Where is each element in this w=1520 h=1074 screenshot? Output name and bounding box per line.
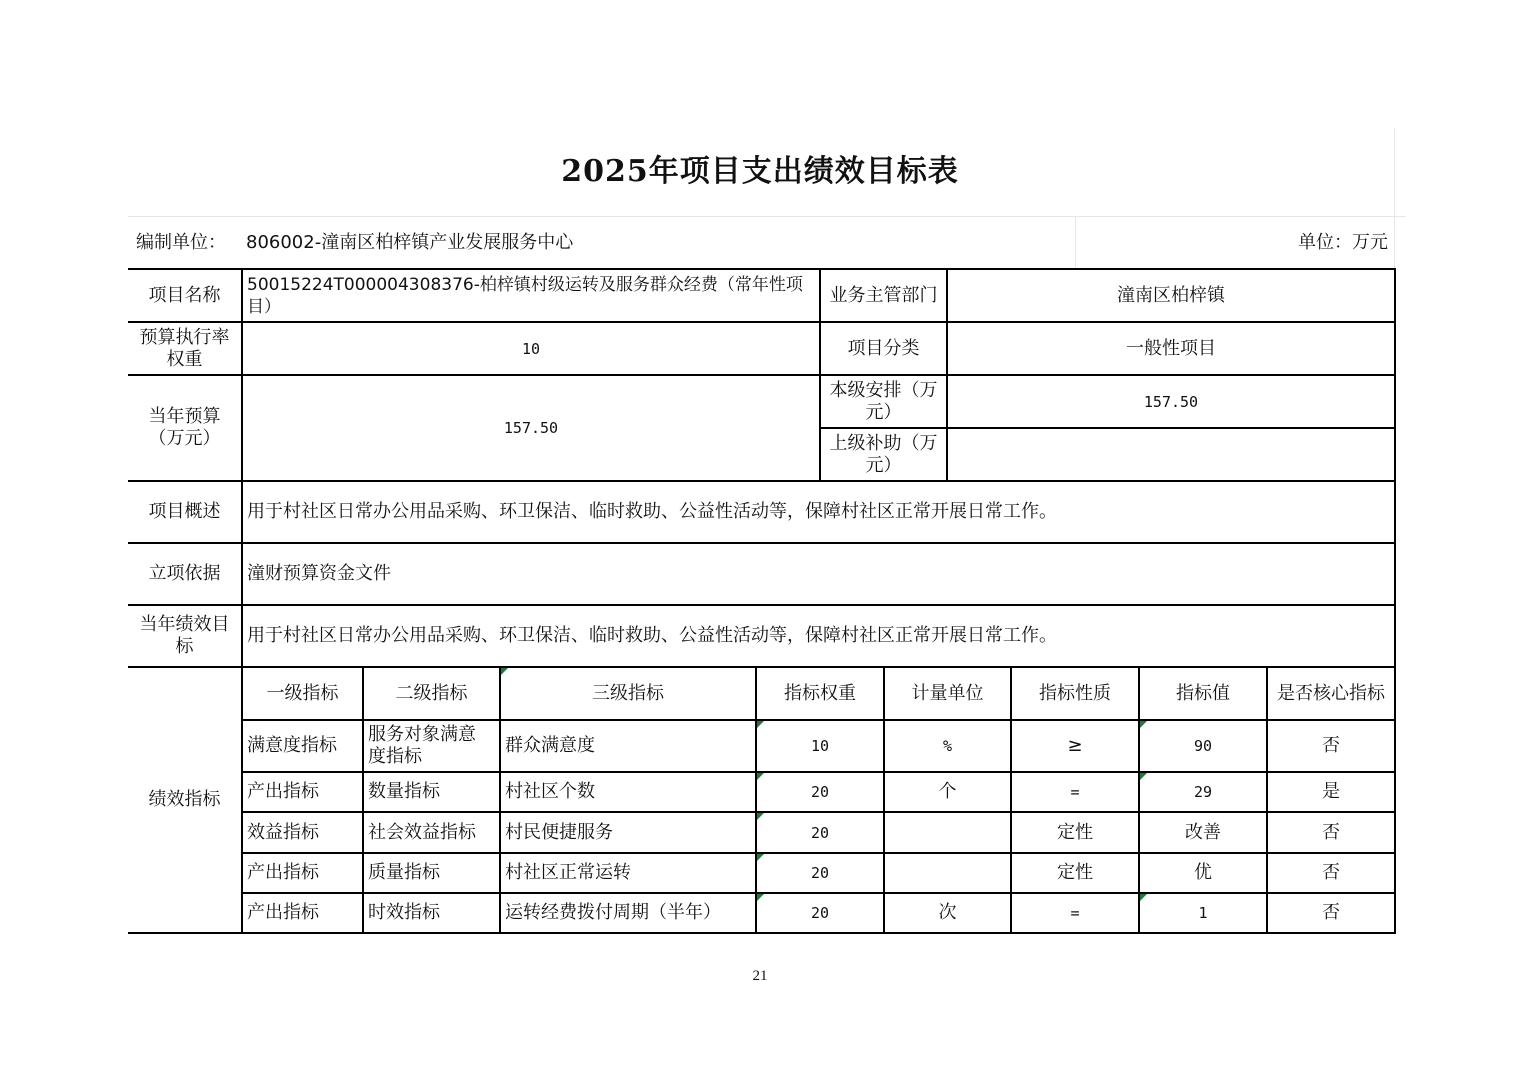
indicator-cell: 质量指标 (368, 862, 440, 883)
col-header: 三级指标 (592, 682, 664, 704)
indicators-label: 绩效指标 (148, 789, 221, 810)
indicator-cell: = (1070, 904, 1080, 922)
indicator-cell: 否 (1322, 735, 1340, 756)
faint-gridline (128, 216, 1406, 217)
indicator-cell: 20 (810, 904, 830, 922)
indicator-cell: 29 (1193, 783, 1213, 801)
indicator-cell: 产出指标 (247, 862, 319, 883)
local-value: 157.50 (1143, 392, 1199, 411)
basis-label: 立项依据 (148, 563, 221, 584)
col-header: 指标权重 (784, 682, 856, 704)
category-label: 项目分类 (847, 337, 920, 359)
indicator-cell: 时效指标 (368, 902, 440, 923)
indicator-cell: 数量指标 (368, 781, 440, 802)
page-number: 21 (752, 968, 768, 984)
indicator-cell: 否 (1322, 902, 1340, 923)
dept-value: 潼南区柏梓镇 (1117, 284, 1225, 306)
indicator-cell: 村民便捷服务 (505, 821, 613, 843)
indicator-cell: = (1070, 783, 1080, 801)
goal-label: 当年绩效目标 (139, 614, 230, 657)
indicator-cell: 村社区正常运转 (505, 862, 631, 883)
faint-gridline (1394, 216, 1395, 268)
cell-marker (501, 668, 508, 675)
overview-label: 项目概述 (148, 501, 221, 522)
indicator-cell: 20 (810, 864, 830, 882)
indicator-cell: 群众满意度 (505, 735, 595, 756)
page-title: 2025年项目支出绩效目标表 (561, 154, 959, 189)
cell-marker (757, 894, 764, 901)
exec-weight-label: 预算执行率权重 (139, 326, 230, 370)
col-header: 一级指标 (266, 682, 339, 704)
indicator-cell: 优 (1194, 862, 1212, 883)
col-header: 是否核心指标 (1277, 682, 1385, 704)
project-name-value: 50015224T000004308376-柏梓镇村级运转及服务群众经费（常年性项目） (247, 274, 803, 317)
currency-unit: 单位：万元 (1298, 232, 1388, 253)
indicator-cell: 村社区个数 (505, 781, 595, 802)
table-border (128, 932, 1395, 934)
indicator-cell: % (942, 737, 953, 755)
indicator-cell (885, 813, 1010, 852)
exec-weight-value: 10 (521, 339, 541, 358)
unit-label: 编制单位： (136, 232, 226, 253)
indicator-cell: 否 (1322, 821, 1340, 843)
indicator-cell: 90 (1193, 737, 1213, 755)
dept-label: 业务主管部门 (829, 284, 938, 306)
cell-marker (757, 854, 764, 861)
indicator-cell: 次 (938, 902, 957, 923)
budget-label: 当年预算（万元） (148, 406, 221, 449)
table-border (1394, 268, 1396, 934)
col-header: 计量单位 (911, 682, 984, 704)
basis-value: 潼财预算资金文件 (247, 563, 391, 584)
indicator-cell: 定性 (1057, 821, 1093, 843)
indicator-cell: 20 (810, 823, 830, 842)
indicator-cell: ≥ (1067, 735, 1083, 756)
indicator-cell: 否 (1322, 862, 1340, 883)
cell-marker (757, 813, 764, 820)
cell-marker (1140, 894, 1147, 901)
indicator-cell: 20 (810, 783, 830, 801)
category-value: 一般性项目 (1126, 337, 1216, 359)
cell-marker (1140, 773, 1147, 780)
local-label: 本级安排（万元） (829, 379, 938, 423)
indicator-cell: 运转经费拨付周期（半年） (505, 902, 721, 923)
goal-value: 用于村社区日常办公用品采购、环卫保洁、临时救助、公益性活动等，保障村社区正常开展日常工作。 (247, 625, 1057, 646)
indicator-cell: 是 (1322, 781, 1340, 802)
indicator-cell: 产出指标 (247, 902, 319, 923)
indicator-cell: 1 (1198, 904, 1208, 922)
indicator-cell: 服务对象满意度指标 (368, 724, 476, 767)
indicator-cell: 效益指标 (247, 821, 319, 843)
col-header: 指标性质 (1039, 682, 1111, 704)
cell-marker (757, 721, 764, 728)
project-name-label: 项目名称 (148, 284, 221, 306)
col-header: 二级指标 (395, 682, 468, 704)
cell-marker (1140, 721, 1147, 728)
budget-value: 157.50 (503, 419, 559, 437)
subsidy-value (948, 429, 1394, 480)
indicator-cell: 改善 (1185, 821, 1221, 843)
cell-marker (757, 773, 764, 780)
indicator-cell: 定性 (1057, 862, 1093, 883)
col-header: 指标值 (1176, 682, 1230, 704)
indicator-cell (885, 854, 1010, 892)
overview-value: 用于村社区日常办公用品采购、环卫保洁、临时救助、公益性活动等，保障村社区正常开展日常工作。 (247, 501, 1057, 522)
unit-value: 806002-潼南区柏梓镇产业发展服务中心 (246, 232, 574, 253)
subsidy-label: 上级补助（万元） (829, 432, 938, 476)
indicator-cell: 社会效益指标 (368, 821, 476, 843)
indicator-cell: 产出指标 (247, 781, 319, 802)
indicator-cell: 满意度指标 (247, 735, 337, 756)
indicator-cell: 个 (938, 781, 957, 802)
indicator-cell: 10 (810, 737, 830, 755)
